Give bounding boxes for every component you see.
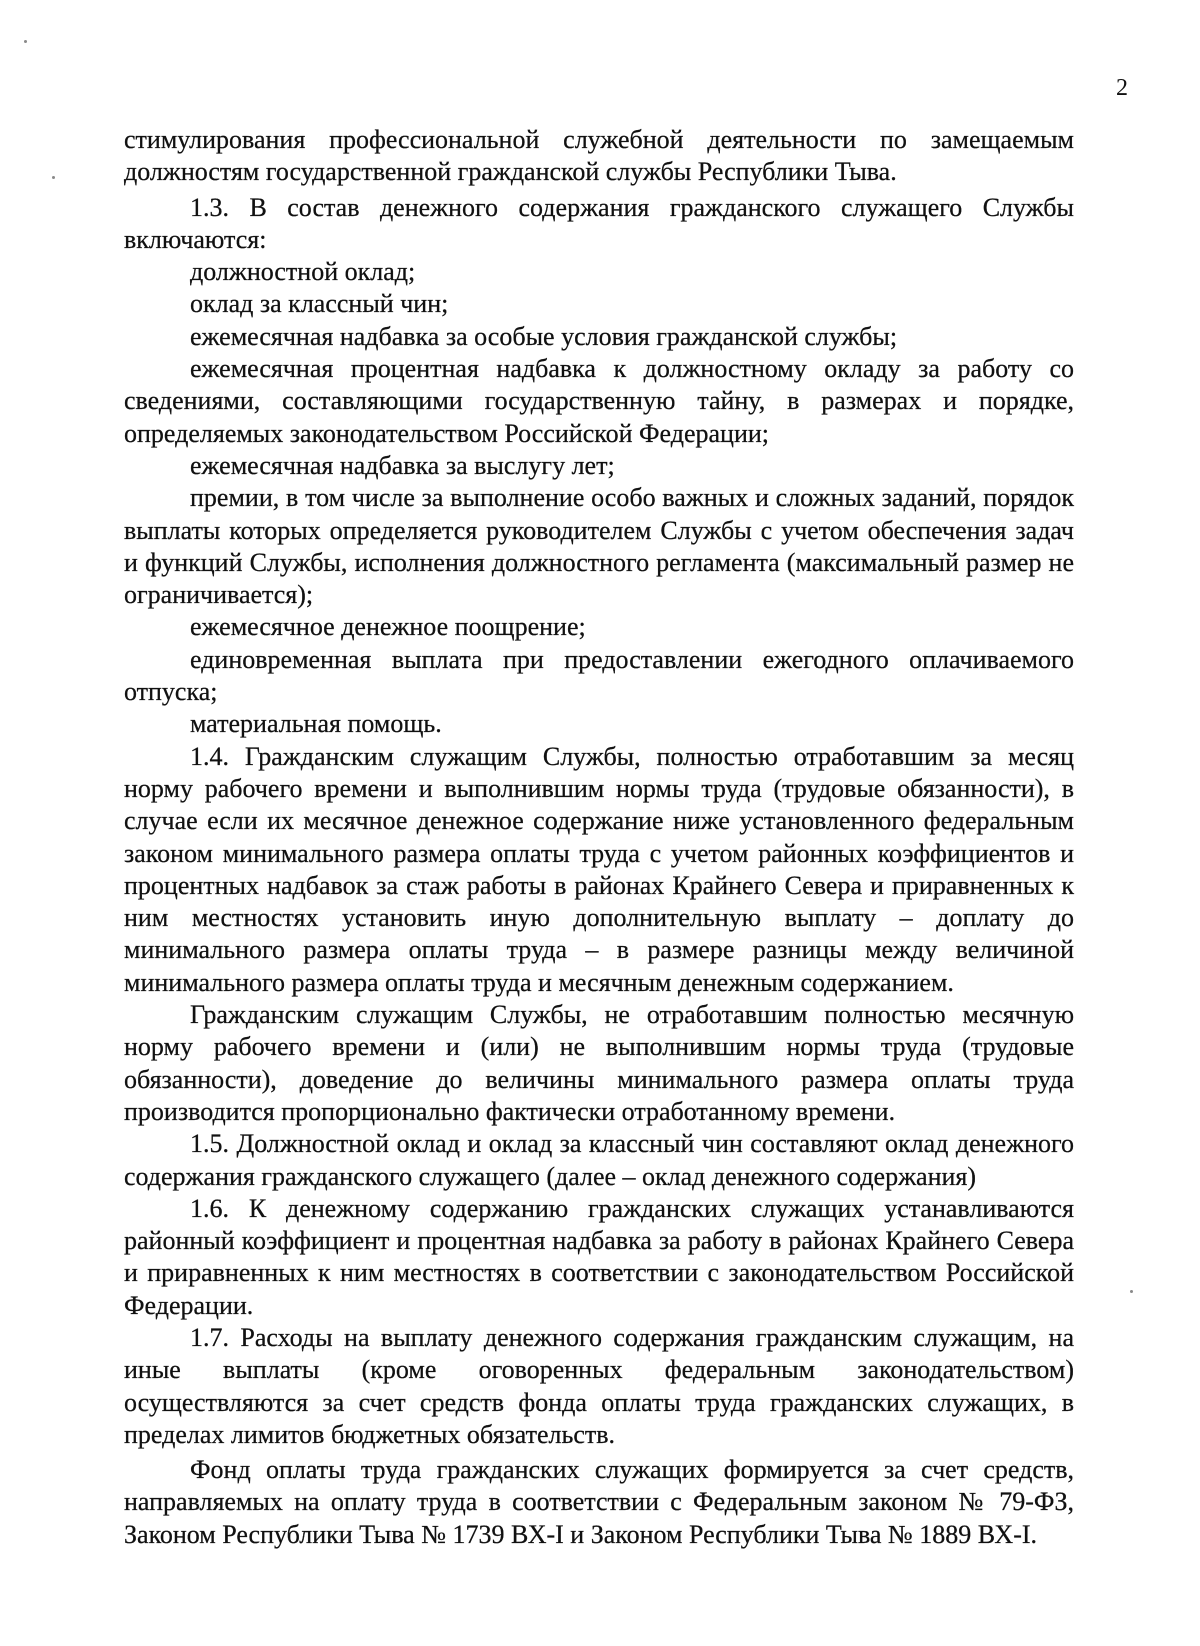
- clause-1-7: 1.7. Расходы на выплату денежного содержания гражданским служащим, на иные выплаты (кроме оговоренных федеральным законодательством) осуществляются за счет средств фонда оплаты труда гражданских служащих, в пределах лимитов бюджетных обязательств.: [124, 1322, 1074, 1449]
- page-number: 2: [1116, 75, 1128, 101]
- list-item-state-secret: ежемесячная процентная надбавка к должностному окладу за работу со сведениями, составляющими государственную тайну, в размерах и порядке, определяемых законодательством Российской Федерации;: [124, 354, 1074, 448]
- clause-1-6: 1.6. К денежному содержанию гражданских служащих устанавливаются районный коэффициент и процентная надбавка за работу в районах Крайнего Севера и приравненных к ним местностях в соответствии с законодательством Российской Федерации.: [124, 1193, 1074, 1320]
- list-item-seniority: ежемесячная надбавка за выслугу лет;: [190, 450, 615, 480]
- scan-speck: [1130, 1290, 1133, 1293]
- list-item-financial-aid: материальная помощь.: [190, 709, 442, 739]
- list-item-vacation-payment: единовременная выплата при предоставлении ежегодного оплачиваемого отпуска;: [124, 644, 1074, 707]
- list-item-monthly-incentive: ежемесячное денежное поощрение;: [190, 612, 586, 642]
- list-item-salary: должностной оклад;: [190, 257, 416, 287]
- clause-1-4-second: Гражданским служащим Службы, не отработавшим полностью месячную норму рабочего времени и (или) не выполнившим нормы труда (трудовые обязанности), доведение до величины минимального размера оплаты труда производится пропорционально фактически отработанному времени.: [124, 1000, 1074, 1126]
- list-item-class-rank: оклад за классный чин;: [190, 289, 449, 319]
- list-item-special-conditions: ежемесячная надбавка за особые условия гражданской службы;: [190, 321, 898, 351]
- clause-1-5: 1.5. Должностной оклад и оклад за классный чин составляют оклад денежного содержания гражданского служащего (далее – оклад денежного содержания): [124, 1129, 1074, 1191]
- scan-speck: [52, 176, 55, 179]
- clause-1-3-intro: 1.3. В состав денежного содержания гражданского служащего Службы включаются:: [124, 192, 1074, 254]
- document-body: [124, 124, 1074, 1551]
- scan-speck: [24, 40, 27, 43]
- clause-1-4: 1.4. Гражданским служащим Службы, полностью отработавшим за месяц норму рабочего времени и выполнившим нормы труда (трудовые обязанности), в случае если их месячное денежное содержание ниже установленного федеральным законом минимального размера оплаты труда с учетом районных коэффициентов и процентных надбавок за стаж работы в районах Крайнего Севера и приравненных к ним местностях установить иную дополнительную выплату – доплату до минимального размера оплаты труда – в размере разницы между величиной минимального размера оплаты труда и месячным денежным содержанием.: [124, 741, 1074, 997]
- continuation-paragraph: стимулирования профессиональной служебной деятельности по замещаемым должностям государственной гражданской службы Республики Тыва.: [124, 125, 1074, 187]
- clause-1-7-second: Фонд оплаты труда гражданских служащих формируется за счет средств, направляемых на оплату труда в соответствии с Федеральным законом № 79-ФЗ, Законом Республики Тыва № 1739 ВХ-I и Законом Республики Тыва № 1889 ВХ-I.: [124, 1455, 1074, 1549]
- list-item-bonuses: премии, в том числе за выполнение особо важных и сложных заданий, порядок выплаты которых определяется руководителем Службы с учетом обеспечения задач и функций Службы, исполнения должностного регламента (максимальный размер не ограничивается);: [124, 483, 1074, 610]
